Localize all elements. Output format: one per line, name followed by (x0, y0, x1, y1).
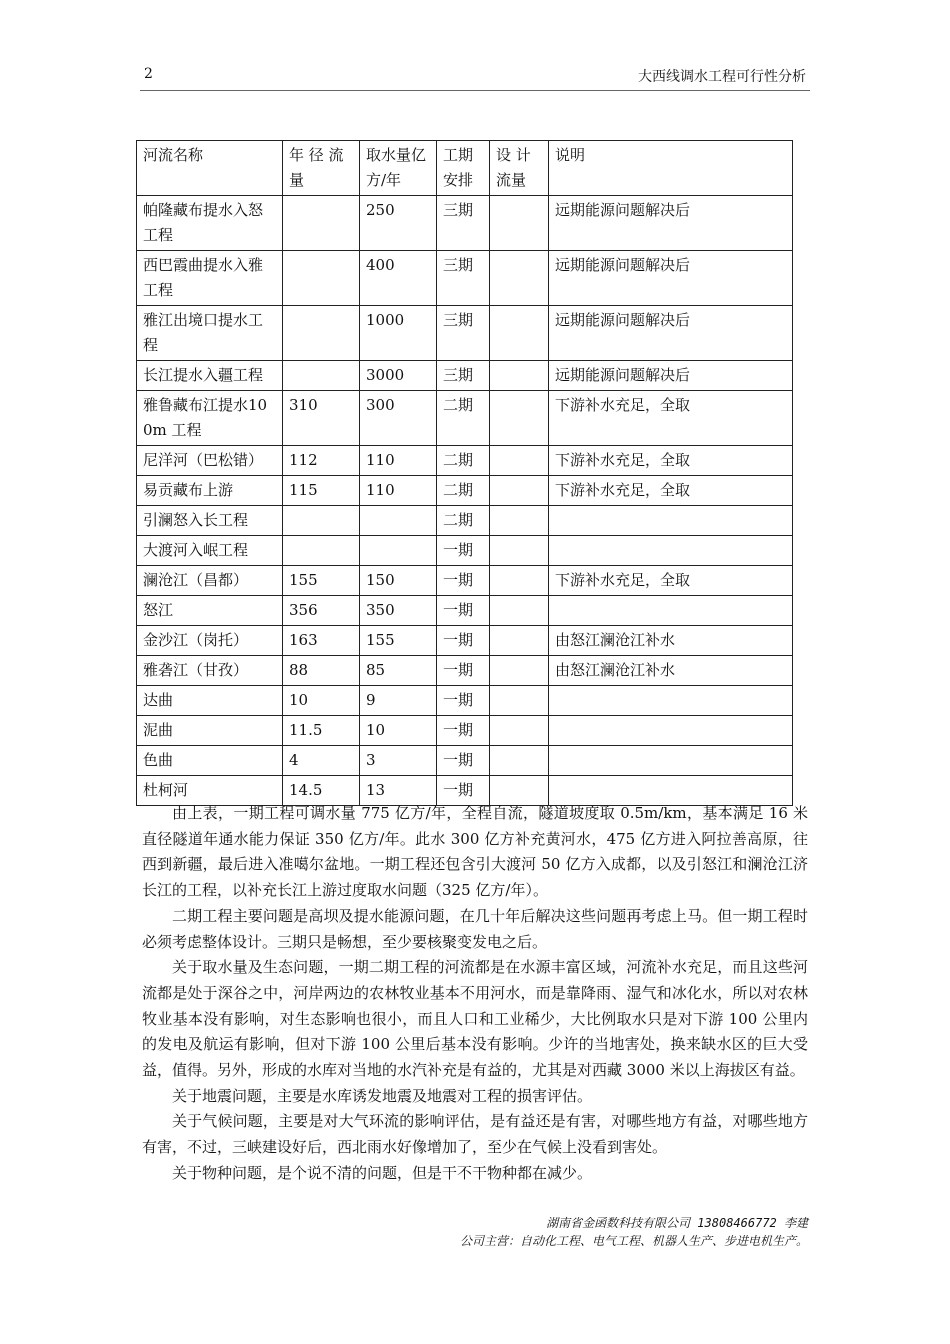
table-cell: 一期 (437, 746, 490, 776)
table-cell: 由怒江澜沧江补水 (549, 626, 793, 656)
table-cell (490, 596, 549, 626)
table-cell: 二期 (437, 391, 490, 446)
table-cell: 远期能源问题解决后 (549, 251, 793, 306)
table-row (137, 746, 793, 776)
table-cell: 13 (360, 776, 437, 806)
table-cell: 110 (360, 446, 437, 476)
table-row (137, 656, 793, 686)
table-cell (490, 656, 549, 686)
document-title: 大西线调水工程可行性分析 (638, 69, 806, 85)
body-text (142, 801, 808, 1187)
table-cell: 西巴霞曲提水入雅工程 (137, 251, 283, 306)
table-cell: 9 (360, 686, 437, 716)
table-cell: 二期 (437, 476, 490, 506)
table-cell: 一期 (437, 596, 490, 626)
table-cell: 尼洋河（巴松错） (137, 446, 283, 476)
table-cell: 400 (360, 251, 437, 306)
table-cell: 85 (360, 656, 437, 686)
table-cell: 一期 (437, 626, 490, 656)
table-cell (283, 506, 360, 536)
table-cell: 下游补水充足，全取 (549, 566, 793, 596)
table-cell (549, 536, 793, 566)
table-header-cell: 设 计流量 (490, 141, 549, 196)
table-row (137, 716, 793, 746)
table-cell: 150 (360, 566, 437, 596)
table-cell (283, 306, 360, 361)
table-cell: 3000 (360, 361, 437, 391)
table-cell (490, 391, 549, 446)
table-cell (549, 506, 793, 536)
table-cell: 金沙江（岗托） (137, 626, 283, 656)
table-cell (549, 686, 793, 716)
table-row (137, 391, 793, 446)
table-cell (490, 476, 549, 506)
table-cell (360, 506, 437, 536)
company-contact: 湖南省金函数科技有限公司 13808466772 李建 (546, 1216, 808, 1230)
table-cell: 310 (283, 391, 360, 446)
table-cell: 11.5 (283, 716, 360, 746)
header-rule (140, 90, 810, 91)
table-cell: 一期 (437, 536, 490, 566)
body-paragraph: 由上表，一期工程可调水量 775 亿方/年，全程自流，隧道坡度取 0.5m/km，基本满足 16 米直径隧道年通水能力保证 350 亿方/年。此水 300 亿方补充黄河水，475 亿方进入阿拉善高原，往西到新疆，最后进入准噶尔盆地。一期工程还包含引大渡河 50 亿方入成都，以及引怒江和澜沧江济长江的工程，以补充长江上游过度取水问题（325 亿方/年）。 (142, 804, 808, 900)
table-cell: 一期 (437, 656, 490, 686)
table-cell: 3 (360, 746, 437, 776)
table-row (137, 361, 793, 391)
table-cell (549, 746, 793, 776)
table-cell (490, 536, 549, 566)
table-cell: 115 (283, 476, 360, 506)
table-cell (283, 251, 360, 306)
body-paragraph: 关于物种问题，是个说不清的问题，但是干不干物种都在减少。 (172, 1163, 593, 1182)
table-cell: 澜沧江（昌都） (137, 566, 283, 596)
table-cell (490, 626, 549, 656)
table-cell: 二期 (437, 506, 490, 536)
table-cell: 二期 (437, 446, 490, 476)
table-cell: 远期能源问题解决后 (549, 196, 793, 251)
table-cell: 泥曲 (137, 716, 283, 746)
table-cell (490, 196, 549, 251)
table-cell: 长江提水入疆工程 (137, 361, 283, 391)
table-cell: 三期 (437, 306, 490, 361)
table-cell: 帕隆藏布提水入怒工程 (137, 196, 283, 251)
table-cell (490, 716, 549, 746)
table-cell (490, 746, 549, 776)
table-cell: 350 (360, 596, 437, 626)
table-cell: 远期能源问题解决后 (549, 361, 793, 391)
table-cell (490, 361, 549, 391)
table-cell: 雅江出境口提水工程 (137, 306, 283, 361)
table-cell: 色曲 (137, 746, 283, 776)
table-cell (490, 251, 549, 306)
table-cell: 155 (283, 566, 360, 596)
table-cell (360, 536, 437, 566)
table-cell: 1000 (360, 306, 437, 361)
table-header-row (137, 141, 793, 196)
table-row (137, 476, 793, 506)
table-cell: 10 (283, 686, 360, 716)
table-cell: 杜柯河 (137, 776, 283, 806)
page-number: 2 (144, 66, 153, 82)
table-row (137, 566, 793, 596)
table-row (137, 196, 793, 251)
table-cell: 14.5 (283, 776, 360, 806)
table-cell (490, 306, 549, 361)
body-paragraph: 二期工程主要问题是高坝及提水能源问题，在几十年后解决这些问题再考虑上马。但一期工程时必须考虑整体设计。三期只是畅想，至少要核聚变发电之后。 (142, 906, 808, 951)
table-cell: 三期 (437, 196, 490, 251)
body-paragraph: 关于地震问题，主要是水库诱发地震及地震对工程的损害评估。 (172, 1086, 593, 1105)
table-cell: 怒江 (137, 596, 283, 626)
river-table (136, 140, 793, 806)
table-cell: 110 (360, 476, 437, 506)
company-business: 公司主营：自动化工程、电气工程、机器人生产、步进电机生产。 (459, 1234, 808, 1248)
table-cell: 易贡藏布上游 (137, 476, 283, 506)
table-cell: 4 (283, 746, 360, 776)
table-row (137, 506, 793, 536)
table-cell: 大渡河入岷工程 (137, 536, 283, 566)
table-row (137, 686, 793, 716)
table-cell: 雅砻江（甘孜） (137, 656, 283, 686)
table-cell (490, 446, 549, 476)
table-cell: 155 (360, 626, 437, 656)
table-row (137, 626, 793, 656)
table-cell (283, 196, 360, 251)
table-cell: 一期 (437, 776, 490, 806)
table-row (137, 596, 793, 626)
table-row (137, 251, 793, 306)
table-cell (283, 536, 360, 566)
table-row (137, 536, 793, 566)
table-header-cell: 年 径 流量 (283, 141, 360, 196)
table-cell (490, 506, 549, 536)
table-cell: 三期 (437, 251, 490, 306)
table-cell: 一期 (437, 716, 490, 746)
table-cell (490, 686, 549, 716)
table-cell (283, 361, 360, 391)
table-cell: 356 (283, 596, 360, 626)
table-cell: 由怒江澜沧江补水 (549, 656, 793, 686)
table-header-cell: 工期安排 (437, 141, 490, 196)
table-row (137, 446, 793, 476)
table-cell: 引澜怒入长工程 (137, 506, 283, 536)
table-cell (490, 566, 549, 596)
table-cell: 250 (360, 196, 437, 251)
table-row (137, 306, 793, 361)
table-header-cell: 取水量亿方/年 (360, 141, 437, 196)
table-cell: 163 (283, 626, 360, 656)
table-cell: 达曲 (137, 686, 283, 716)
table-cell: 88 (283, 656, 360, 686)
body-paragraph: 关于取水量及生态问题，一期二期工程的河流都是在水源丰富区域，河流补水充足，而且这些河流都是处于深谷之中，河岸两边的农林牧业基本不用河水，而是靠降雨、湿气和冰化水，所以对农林牧业基本没有影响，对生态影响也很小，而且人口和工业稀少，大比例取水只是对下游 100 公里内的发电及航运有影响，但对下游 100 公里后基本没有影响。少许的当地害处，换来缺水区的巨大受益，值得。另外，形成的水库对当地的水汽补充是有益的，尤其是对西藏 3000 米以上海拔区有益。 (142, 958, 808, 1080)
table-cell: 远期能源问题解决后 (549, 306, 793, 361)
table-cell (549, 716, 793, 746)
table-cell: 一期 (437, 686, 490, 716)
table-cell: 下游补水充足，全取 (549, 446, 793, 476)
table-cell: 下游补水充足，全取 (549, 476, 793, 506)
table-cell: 10 (360, 716, 437, 746)
table-cell: 一期 (437, 566, 490, 596)
table-header-cell: 说明 (549, 141, 793, 196)
table-header-cell: 河流名称 (137, 141, 283, 196)
table-cell: 下游补水充足，全取 (549, 391, 793, 446)
table-cell: 雅鲁藏布江提水100m 工程 (137, 391, 283, 446)
table-cell: 三期 (437, 361, 490, 391)
table-cell: 300 (360, 391, 437, 446)
table-cell (549, 596, 793, 626)
body-paragraph: 关于气候问题，主要是对大气环流的影响评估，是有益还是有害，对哪些地方有益，对哪些地方有害，不过，三峡建设好后，西北雨水好像增加了，至少在气候上没看到害处。 (142, 1112, 808, 1157)
table-cell: 112 (283, 446, 360, 476)
